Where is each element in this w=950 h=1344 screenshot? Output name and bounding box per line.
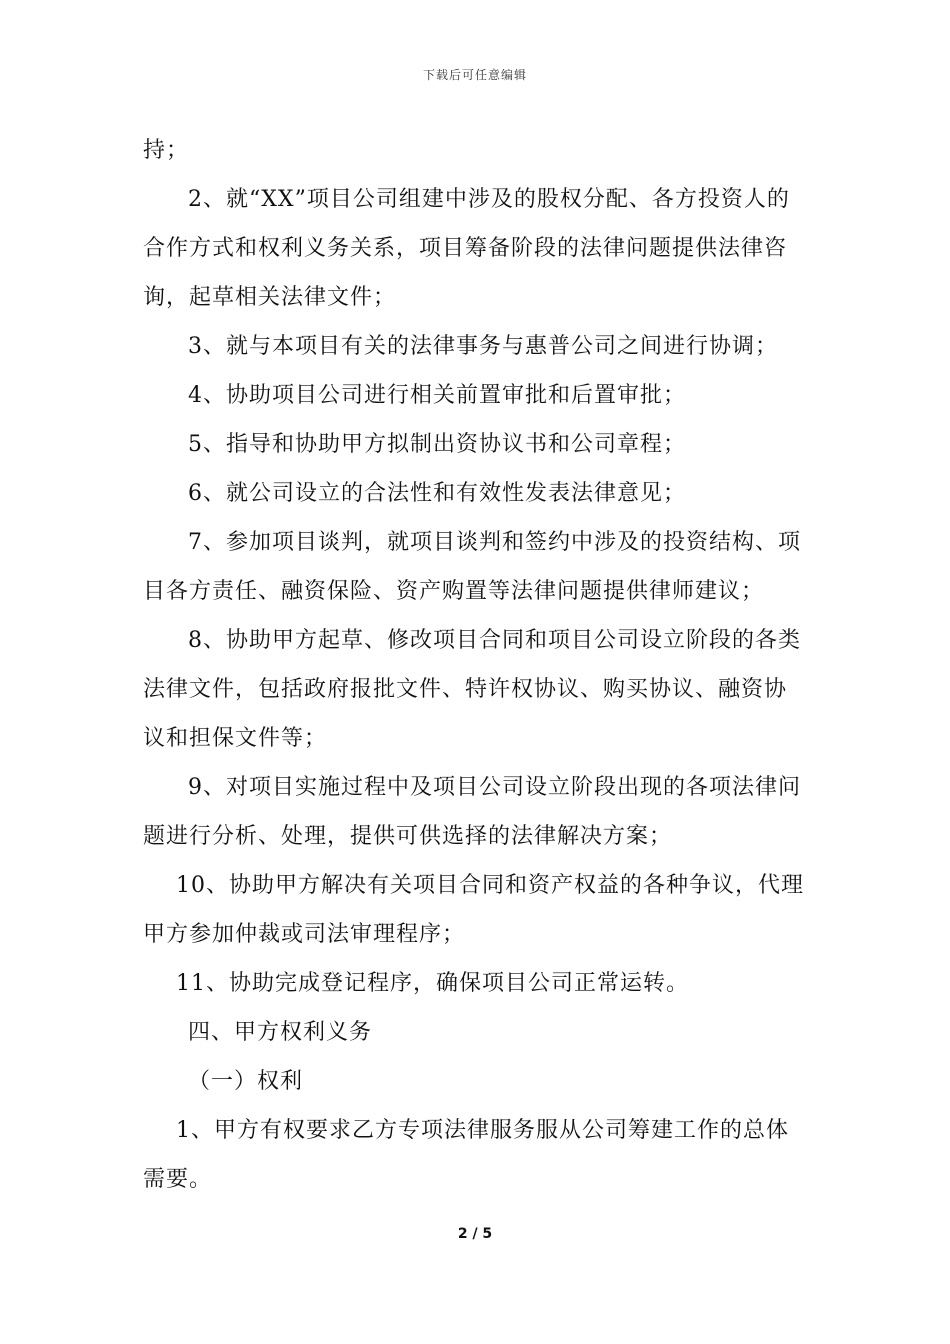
paragraph: 持；: [143, 138, 190, 163]
paragraph: 11、协助完成登记程序，确保项目公司正常运转。: [176, 971, 689, 996]
section-heading: 四、甲方权利义务: [188, 1020, 373, 1045]
paragraph: 4、协助项目公司进行相关前置审批和后置审批；: [188, 383, 686, 408]
paragraph: 6、就公司设立的合法性和有效性发表法律意见；: [188, 481, 686, 506]
paragraph: 5、指导和协助甲方拟制出资协议书和公司章程；: [188, 432, 686, 457]
paragraph: 8、协助甲方起草、修改项目合同和项目公司设立阶段的各类法律文件，包括政府报批文件、特许权协议、购买协议、融资协议和担保文件等；: [143, 628, 801, 751]
paragraph: 1、甲方有权要求乙方专项法律服务服从公司筹建工作的总体需要。: [143, 1118, 789, 1192]
paragraph: 9、对项目实施过程中及项目公司设立阶段出现的各项法律问题进行分析、处理，提供可供选择的法律解决方案；: [143, 775, 801, 849]
subsection-heading: （一）权利: [188, 1069, 304, 1094]
document-body: [143, 126, 809, 1204]
paragraph: 2、就“XX”项目公司组建中涉及的股权分配、各方投资人的合作方式和权利义务关系，项目筹备阶段的法律问题提供法律咨询，起草相关法律文件；: [143, 187, 790, 310]
page-header: 下载后可任意编辑: [422, 68, 527, 82]
paragraph: 7、参加项目谈判，就项目谈判和签约中涉及的投资结构、项目各方责任、融资保险、资产购置等法律问题提供律师建议；: [143, 530, 801, 604]
paragraph: 10、协助甲方解决有关项目合同和资产权益的各种争议，代理甲方参加仲裁或司法审理程序；: [143, 873, 804, 947]
paragraph: 3、就与本项目有关的法律事务与惠普公司之间进行协调；: [188, 334, 778, 359]
page-number: 2 / 5: [457, 1226, 493, 1242]
